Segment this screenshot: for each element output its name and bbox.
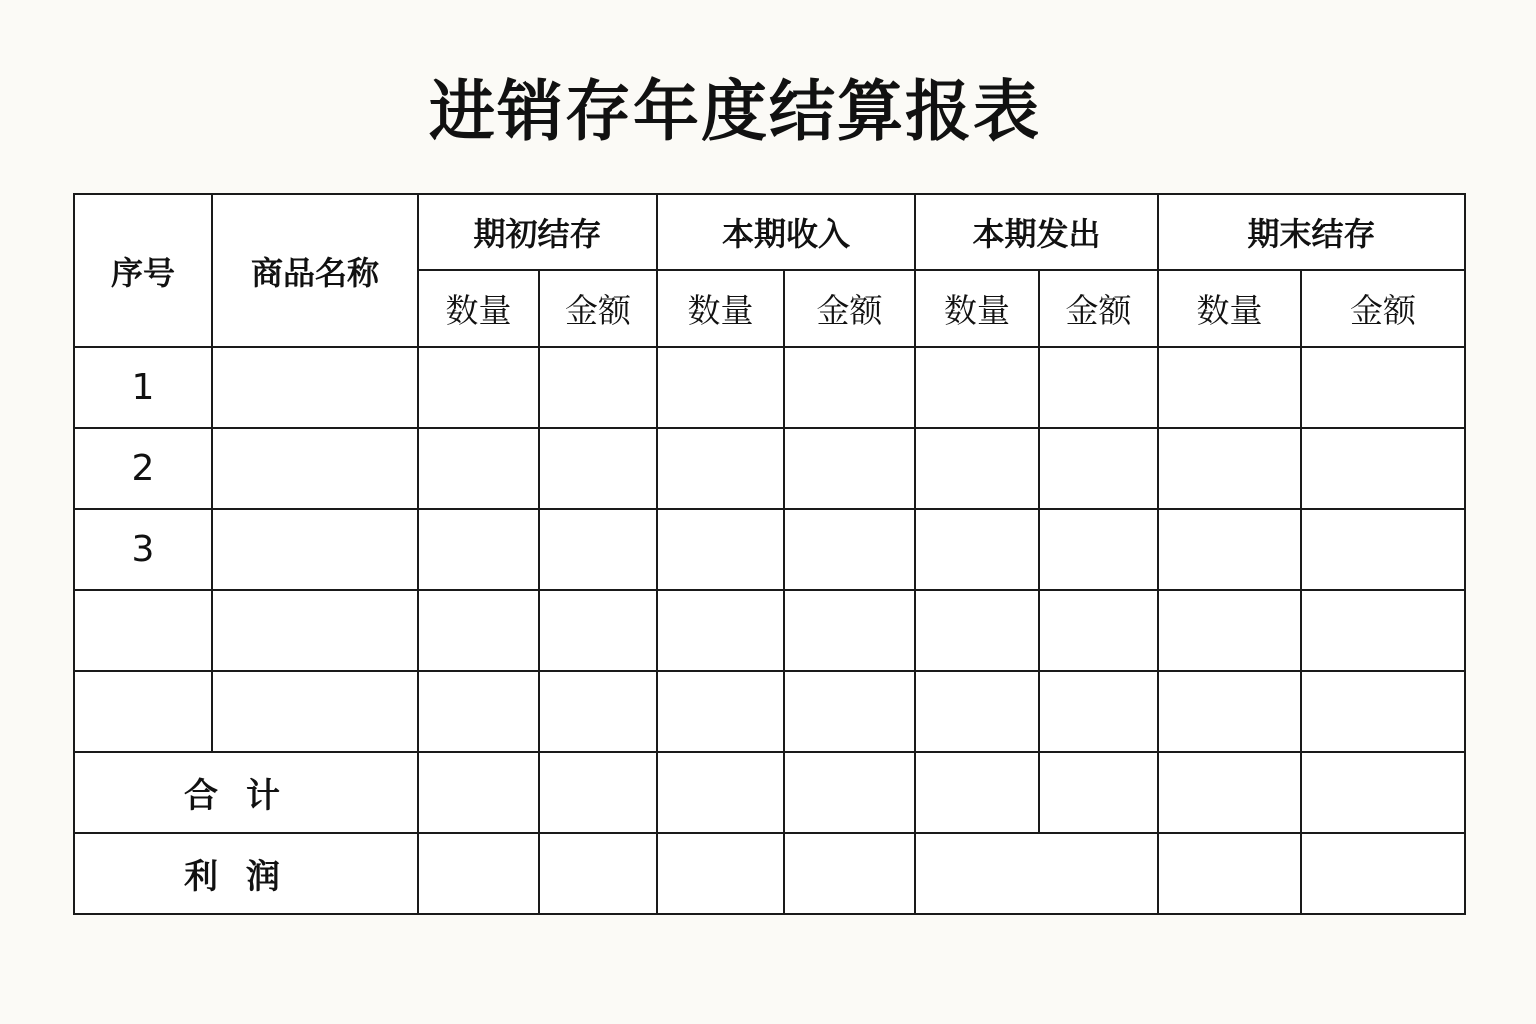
row-seq: 3: [74, 509, 212, 590]
table-cell[interactable]: [1301, 428, 1465, 509]
table-cell[interactable]: [539, 671, 657, 752]
table-cell[interactable]: [539, 347, 657, 428]
row-seq: [74, 590, 212, 671]
table-cell[interactable]: [1158, 833, 1301, 914]
table-cell[interactable]: [915, 347, 1039, 428]
table-cell[interactable]: [539, 752, 657, 833]
table-cell[interactable]: [1158, 509, 1301, 590]
table-cell[interactable]: [657, 752, 784, 833]
table-cell[interactable]: [418, 671, 539, 752]
profit-label: 利润: [74, 833, 418, 914]
table-cell[interactable]: [1039, 590, 1158, 671]
table-cell[interactable]: [212, 428, 418, 509]
header-income-qty: 数量: [657, 270, 784, 347]
table-cell[interactable]: [539, 590, 657, 671]
table-cell[interactable]: [784, 671, 915, 752]
table-cell[interactable]: [418, 752, 539, 833]
table-cell[interactable]: [418, 509, 539, 590]
settlement-table: [73, 193, 1466, 915]
table-cell[interactable]: [539, 509, 657, 590]
table-cell[interactable]: [418, 833, 539, 914]
table-row: [74, 428, 1465, 509]
table-cell[interactable]: [1039, 671, 1158, 752]
header-row-groups: [74, 194, 1465, 270]
header-issue-qty: 数量: [915, 270, 1039, 347]
table-cell[interactable]: [1039, 428, 1158, 509]
table-cell[interactable]: [784, 347, 915, 428]
table-cell[interactable]: [1158, 347, 1301, 428]
table-cell[interactable]: [657, 671, 784, 752]
table-cell[interactable]: [915, 590, 1039, 671]
table-cell[interactable]: [1301, 752, 1465, 833]
table-row: [74, 671, 1465, 752]
table-cell[interactable]: [915, 509, 1039, 590]
table-row: [74, 347, 1465, 428]
row-seq: 2: [74, 428, 212, 509]
table-cell[interactable]: [1301, 671, 1465, 752]
header-opening-qty: 数量: [418, 270, 539, 347]
table-cell[interactable]: [1158, 590, 1301, 671]
table-cell[interactable]: [539, 833, 657, 914]
table-row: [74, 590, 1465, 671]
table-cell[interactable]: [657, 347, 784, 428]
table-cell[interactable]: [657, 428, 784, 509]
table-cell[interactable]: [1301, 347, 1465, 428]
total-row: [74, 752, 1465, 833]
table-cell[interactable]: [657, 833, 784, 914]
header-opening-amount: 金额: [539, 270, 657, 347]
page-title: 进销存年度结算报表: [429, 73, 1041, 150]
table-cell[interactable]: [1301, 590, 1465, 671]
table-cell[interactable]: [418, 428, 539, 509]
header-seq: 序号: [74, 194, 212, 347]
header-product-name: 商品名称: [212, 194, 418, 347]
header-closing-qty: 数量: [1158, 270, 1301, 347]
table-cell[interactable]: [418, 347, 539, 428]
header-issue-amount: 金额: [1039, 270, 1158, 347]
table-cell[interactable]: [1158, 752, 1301, 833]
table-cell[interactable]: [1158, 671, 1301, 752]
table-cell[interactable]: [657, 509, 784, 590]
row-seq: 1: [74, 347, 212, 428]
header-closing-amount: 金额: [1301, 270, 1465, 347]
table-cell[interactable]: [784, 428, 915, 509]
row-seq: [74, 671, 212, 752]
header-income-amount: 金额: [784, 270, 915, 347]
table-cell[interactable]: [915, 752, 1039, 833]
table-cell[interactable]: [1039, 752, 1158, 833]
table-cell[interactable]: [1039, 509, 1158, 590]
table-cell[interactable]: [915, 833, 1158, 914]
table-cell[interactable]: [212, 671, 418, 752]
table-cell[interactable]: [1301, 833, 1465, 914]
header-current-income: 本期收入: [657, 194, 915, 270]
table-cell[interactable]: [418, 590, 539, 671]
header-opening-balance: 期初结存: [418, 194, 657, 270]
table-cell[interactable]: [1039, 347, 1158, 428]
total-label: 合计: [74, 752, 418, 833]
table-row: [74, 509, 1465, 590]
profit-row: [74, 833, 1465, 914]
table-cell[interactable]: [212, 590, 418, 671]
table-cell[interactable]: [1158, 428, 1301, 509]
table-cell[interactable]: [915, 428, 1039, 509]
table-cell[interactable]: [1301, 509, 1465, 590]
table-cell[interactable]: [784, 752, 915, 833]
table-cell[interactable]: [539, 428, 657, 509]
table-cell[interactable]: [784, 590, 915, 671]
header-closing-balance: 期末结存: [1158, 194, 1465, 270]
table-cell[interactable]: [212, 347, 418, 428]
table-cell[interactable]: [784, 833, 915, 914]
table-cell[interactable]: [915, 671, 1039, 752]
table-cell[interactable]: [657, 590, 784, 671]
header-current-issue: 本期发出: [915, 194, 1158, 270]
table-cell[interactable]: [784, 509, 915, 590]
table-cell[interactable]: [212, 509, 418, 590]
